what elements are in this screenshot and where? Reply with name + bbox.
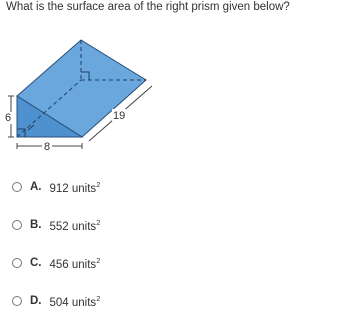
choice-value: 456 units [49, 258, 97, 271]
choice-exponent: 2 [96, 179, 101, 189]
answer-choices [12, 168, 100, 320]
choice-value: 912 units [49, 182, 97, 195]
choice-b[interactable] [12, 206, 100, 244]
height-label: 6 [5, 112, 12, 124]
choice-exponent: 2 [96, 217, 101, 227]
choice-answer [50, 218, 101, 233]
choice-value: 504 units [49, 296, 97, 309]
radio-button-icon[interactable] [12, 182, 22, 192]
choice-letter: B. [30, 219, 42, 231]
choice-exponent: 2 [96, 255, 101, 265]
radio-button-icon[interactable] [12, 258, 22, 268]
choice-value: 552 units [49, 220, 97, 233]
choice-answer [50, 294, 101, 309]
choice-letter: A. [30, 181, 42, 193]
choice-answer [50, 180, 101, 195]
length-label: 19 [113, 110, 126, 122]
choice-letter: D. [30, 295, 42, 307]
choice-c[interactable] [12, 244, 100, 282]
radio-button-icon[interactable] [12, 296, 22, 306]
prism-figure [0, 28, 175, 163]
choice-a[interactable] [12, 168, 100, 206]
radio-button-icon[interactable] [12, 220, 22, 230]
choice-answer [50, 256, 101, 271]
base-label: 8 [44, 141, 51, 153]
choice-d[interactable] [12, 282, 100, 320]
choice-letter: C. [30, 257, 42, 269]
choice-exponent: 2 [96, 293, 101, 303]
question-text: What is the surface area of the right prism given below? [6, 1, 290, 13]
